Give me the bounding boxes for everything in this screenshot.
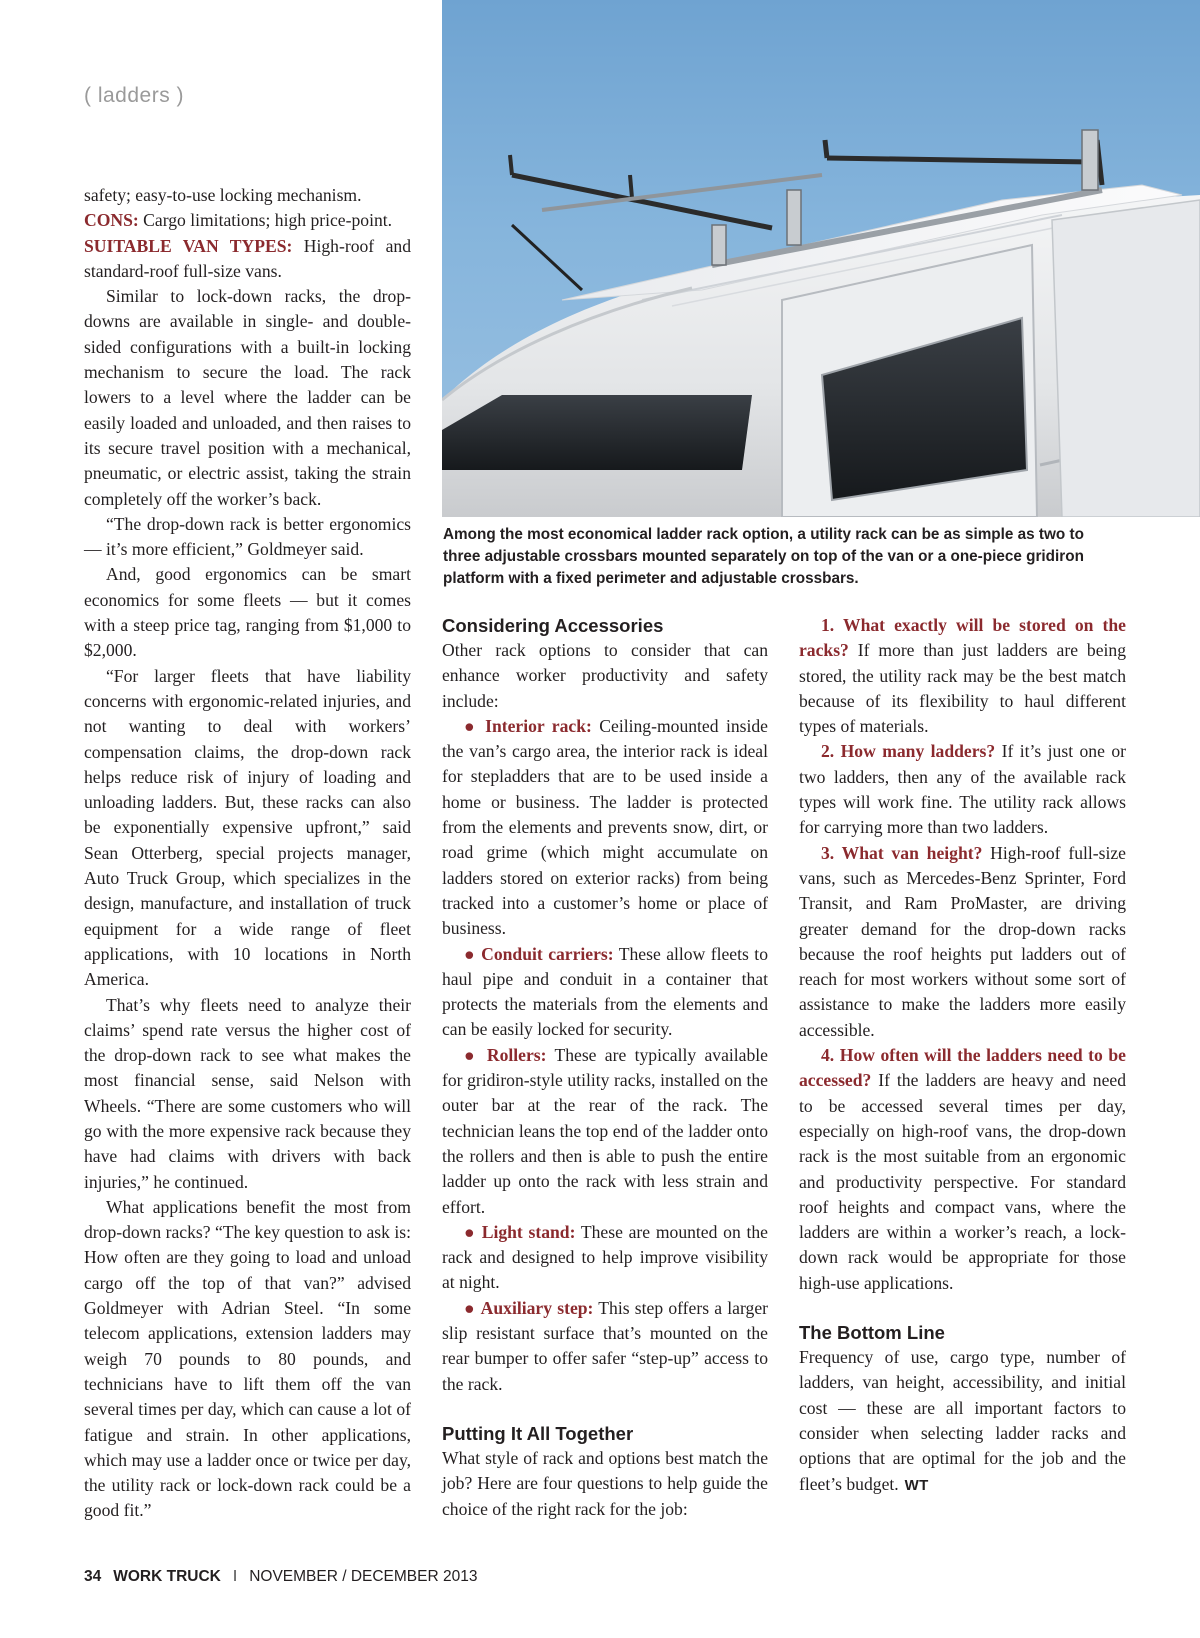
cons-text: Cargo limitations; high price-point. — [138, 210, 393, 231]
bottom-line-body: Frequency of use, cargo type, number of ladders, van height, accessibility, and initial cost — these are all important factors to consider when selecting ladder racks and options that are optimal for the job and the fleet’s budget. — [799, 1347, 1126, 1494]
suitable-text: High-roof and standard-roof full-size vans. — [84, 235, 411, 281]
paragraph: Similar to lock-down racks, the drop-downs are available in single- and double-sided configurations with a built-in locking mechanism to secure the load. The rack lowers to a level where the ladder can be easily loaded and unloaded, and then raises to its secure travel position with a mechanical, pneumatic, or electric assist, taking the strain completely off the worker’s back. — [84, 286, 411, 509]
list-item — [442, 942, 768, 1043]
bullet-icon: ● — [464, 943, 476, 964]
cons-line — [84, 208, 411, 233]
item-text: Ceiling-mounted inside the van’s cargo area, the interior rack is ideal for stepladders that are to be used inside a home or business. The ladder is protected from the elements and prevents snow, dirt, or road grime (which might accumulate on ladders stored on exterior racks) from being tracked into a customer’s home or place of business. — [442, 715, 768, 939]
footer-separator: I — [232, 1568, 238, 1585]
question-answer: High-roof full-size vans, such as Mercedes-Benz Sprinter, Ford Transit, and Ram ProMaster, are driving greater demand for the drop-down racks because the roof heights put ladders out of reach for most workers without some sort of assistance to make the ladders more easily accessible. — [799, 842, 1126, 1040]
column-1 — [84, 183, 411, 1524]
cons-label: CONS: — [84, 210, 139, 231]
item-label: Light stand: — [481, 1221, 576, 1242]
bottom-line-text — [799, 1345, 1126, 1498]
heading-considering-accessories: Considering Accessories — [442, 615, 664, 636]
question-label: 2. How many ladders? — [821, 741, 996, 762]
section-tag: ( ladders ) — [84, 84, 185, 107]
end-mark-logo: WT — [904, 1476, 929, 1494]
paragraph: “For larger fleets that have liability concerns with ergonomic-related injuries, and not wanting to deal with workers’ compensation claims, the drop-down rack helps reduce risk of injury of loading and unloading ladders. But, these racks can also be exponentially expensive upfront,” said Sean Otterberg, special projects manager, Auto Truck Group, which specializes in the design, manufacture, and installation of truck equipment for a wide range of fleet applications, with 10 locations in North America. — [84, 665, 411, 990]
accessories-intro: Other rack options to consider that can enhance worker productivity and safety include: — [442, 640, 768, 711]
questions-intro: What style of rack and options best match the job? Here are four questions to help guide the choice of the right rack for the job: — [442, 1447, 768, 1519]
item-text: This step offers a larger slip resistant surface that’s mounted on the rear bumper to offer safer “step-up” access to the rack. — [442, 1297, 768, 1394]
question-item — [799, 613, 1126, 739]
item-label: Rollers: — [486, 1044, 547, 1065]
question-label: 3. What van height? — [821, 842, 983, 863]
van-illustration — [442, 0, 1200, 517]
paragraph: What applications benefit the most from drop-down racks? “The key question to ask is: How often are they going to load and unload cargo off the top of that van?” advised Goldmeyer with Adrian Steel. “In some telecom applications, extension ladders may weigh 70 pounds to 80 pounds, and technicians have to lift them off the van several times per day, which can cause a lot of fatigue and strain. In other applications, which may use a ladder once or twice per day, the utility rack or lock-down rack could be a good fit.” — [84, 1196, 411, 1521]
question-item — [799, 1043, 1126, 1296]
heading-bottom-line: The Bottom Line — [799, 1322, 945, 1344]
item-text: These are mounted on the rack and designed to help improve visibility at night. — [442, 1221, 768, 1293]
bullet-icon: ● — [464, 1297, 476, 1318]
list-item — [442, 1296, 768, 1397]
spacer — [442, 1397, 768, 1421]
question-answer: If the ladders are heavy and need to be accessed several times per day, especially on high-roof vans, the drop-down rack is the most suitable from an ergonomic and productivity perspective. For standard roof heights and compact vans, where the ladders are within a worker’s reach, a lock-down rack would be appropriate for those high-use applications. — [799, 1070, 1126, 1293]
bullet-icon: ● — [464, 715, 478, 736]
suitable-label: SUITABLE VAN TYPES: — [84, 235, 293, 256]
page-footer — [84, 1568, 477, 1586]
suitable-line — [84, 234, 411, 285]
bullet-icon: ● — [464, 1221, 476, 1242]
question-item — [799, 841, 1126, 1043]
column-2 — [442, 613, 768, 1522]
photo-caption: Among the most economical ladder rack option, a utility rack can be as simple as two to three adjustable crossbars mounted separately on top of the van or a one-piece gridiron platform with a fixed perimeter and adjustable crossbars. — [443, 526, 1084, 587]
col1-continued-line: safety; easy-to-use locking mechanism. — [84, 185, 362, 205]
list-item — [442, 1043, 768, 1220]
column-3 — [799, 613, 1126, 1498]
question-item — [799, 739, 1126, 840]
item-label: Interior rack: — [485, 715, 592, 736]
publication-name: WORK TRUCK — [113, 1568, 221, 1585]
paragraph: That’s why fleets need to analyze their claims’ spend rate versus the higher cost of the drop-down rack to see what makes the most financial sense, said Nelson with Wheels. “There are some customers who will go with the more expensive rack because they have had claims with drivers with back injuries,” he continued. — [84, 994, 411, 1192]
heading-putting-it-all-together: Putting It All Together — [442, 1422, 634, 1444]
item-label: Conduit carriers: — [481, 943, 614, 964]
issue-date: NOVEMBER / DECEMBER 2013 — [249, 1568, 478, 1585]
paragraph: And, good ergonomics can be smart economics for some fleets — but it comes with a steep price tag, ranging from $1,000 to $2,000. — [84, 564, 411, 661]
page-number: 34 — [84, 1568, 102, 1585]
item-label: Auxiliary step: — [480, 1297, 594, 1318]
question-answer: If it’s just one or two ladders, then any of the available rack types will work fine. The utility rack allows for carrying more than two ladders. — [799, 741, 1126, 838]
list-item — [442, 1220, 768, 1296]
question-answer: If more than just ladders are being stored, the utility rack may be the best match because of its flexibility to haul different types of materials. — [799, 640, 1126, 737]
question-label: 1. What exactly will be stored on the racks? — [799, 615, 1126, 661]
bullet-icon: ● — [464, 1044, 479, 1065]
question-label: 4. How often will the ladders need to be accessed? — [799, 1045, 1126, 1091]
item-text: These are typically available for gridiron-style utility racks, installed on the outer bar at the rear of the rack. The technician leans the top end of the ladder onto the rollers and then is able to push the entire ladder up onto the rack with less strain and effort. — [442, 1044, 768, 1217]
list-item — [442, 714, 768, 942]
item-text: These allow fleets to haul pipe and conduit in a container that protects the materials from the elements and can be easily locked for security. — [442, 943, 768, 1040]
spacer — [799, 1296, 1126, 1320]
paragraph: “The drop-down rack is better ergonomics — it’s more efficient,” Goldmeyer said. — [84, 513, 411, 560]
van-ladder-rack-photo — [442, 0, 1200, 517]
